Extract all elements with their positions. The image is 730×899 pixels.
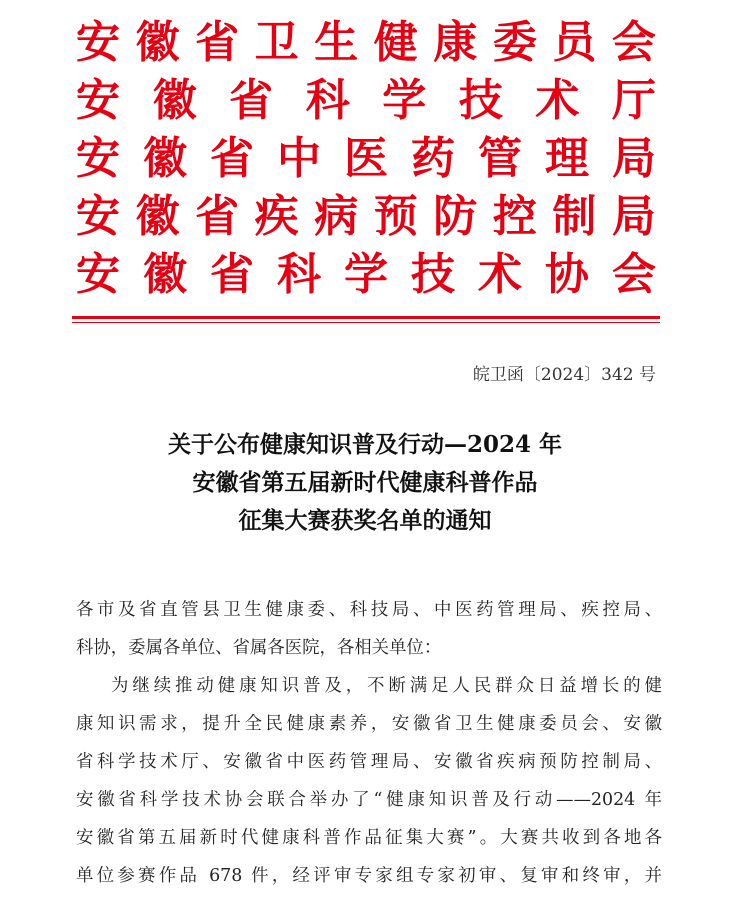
issuer-char: 局	[612, 133, 656, 184]
issuer-char: 会	[611, 17, 656, 68]
issuer-char: 徽	[152, 75, 197, 126]
issuer-char: 安	[76, 75, 120, 126]
issuer-char: 省	[229, 75, 274, 126]
issuer-char: 疾	[254, 191, 299, 242]
issuer-char: 省	[210, 249, 254, 300]
issuer-char: 安	[76, 249, 120, 300]
recipients-line: 各市及省直管县卫生健康委、科技局、中医药管理局、疾控局、	[76, 600, 662, 620]
issuer-char: 安	[76, 17, 120, 68]
issuer-char: 员	[552, 17, 597, 68]
title-line: 征集大赛获奖名单的通知	[238, 507, 492, 534]
issuer-char: 省	[195, 17, 240, 68]
issuer-char: 科	[277, 249, 321, 300]
issuer-line	[76, 188, 656, 246]
issuer-char: 徽	[135, 191, 180, 242]
issuer-char: 学	[344, 249, 388, 300]
issuer-char: 药	[411, 133, 455, 184]
issuer-char: 术	[535, 75, 580, 126]
issuer-line	[76, 130, 656, 188]
issuer-char: 局	[611, 191, 656, 242]
issuer-char: 安	[76, 133, 120, 184]
issuer-char: 省	[195, 191, 240, 242]
divider-thick-line	[72, 316, 660, 319]
issuer-char: 病	[314, 191, 359, 242]
document-body	[76, 591, 662, 895]
issuer-char: 科	[305, 75, 350, 126]
issuer-char: 会	[612, 249, 656, 300]
issuer-char: 理	[545, 133, 589, 184]
issuer-char: 卫	[254, 17, 299, 68]
issuer-char: 技	[458, 75, 503, 126]
recipients-line: 科协，委属各单位、省属各医院，各相关单位：	[76, 638, 442, 658]
issuer-char: 防	[433, 191, 478, 242]
issuer-char: 协	[545, 249, 589, 300]
issuer-char: 安	[76, 191, 120, 242]
title-line: 关于公布健康知识普及行动—2024 年	[167, 431, 563, 458]
body-line: 单位参赛作品 678 件，经评审专家组专家初审、复审和终审，并	[76, 866, 662, 886]
issuer-char: 技	[411, 249, 455, 300]
body-line: 康知识需求，提升全民健康素养，安徽省卫生健康委员会、安徽	[76, 714, 662, 734]
issuer-line	[76, 72, 656, 130]
issuer-char: 医	[344, 133, 388, 184]
issuer-char: 中	[277, 133, 321, 184]
body-line: 安徽省科学技术协会联合举办了“健康知识普及行动——2024 年	[76, 790, 662, 810]
issuer-char: 学	[382, 75, 427, 126]
issuer-char: 徽	[143, 249, 187, 300]
issuer-char: 省	[210, 133, 254, 184]
issuer-char: 管	[478, 133, 522, 184]
body-line: 安徽省第五届新时代健康科普作品征集大赛”。大赛共收到各地各	[76, 828, 662, 848]
header-divider	[72, 316, 660, 323]
issuer-char: 徽	[135, 17, 180, 68]
issuer-line	[76, 14, 656, 72]
title-line: 安徽省第五届新时代健康科普作品	[192, 469, 538, 496]
issuer-char: 生	[314, 17, 359, 68]
issuer-char: 徽	[143, 133, 187, 184]
document-title	[60, 426, 670, 540]
issuer-header	[76, 14, 656, 304]
issuer-char: 厅	[611, 75, 656, 126]
issuer-char: 健	[373, 17, 418, 68]
body-line: 为继续推动健康知识普及，不断满足人民群众日益增长的健	[111, 676, 662, 696]
issuer-char: 委	[492, 17, 537, 68]
body-line: 省科学技术厅、安徽省中医药管理局、安徽省疾病预防控制局、	[76, 752, 662, 772]
issuer-char: 康	[433, 17, 478, 68]
divider-thin-line	[72, 322, 660, 323]
issuer-char: 术	[478, 249, 522, 300]
issuer-char: 控	[492, 191, 537, 242]
issuer-char: 制	[552, 191, 597, 242]
issuer-line	[76, 246, 656, 304]
issuer-char: 预	[373, 191, 418, 242]
document-number: 皖卫函〔2024〕342 号	[472, 365, 656, 385]
